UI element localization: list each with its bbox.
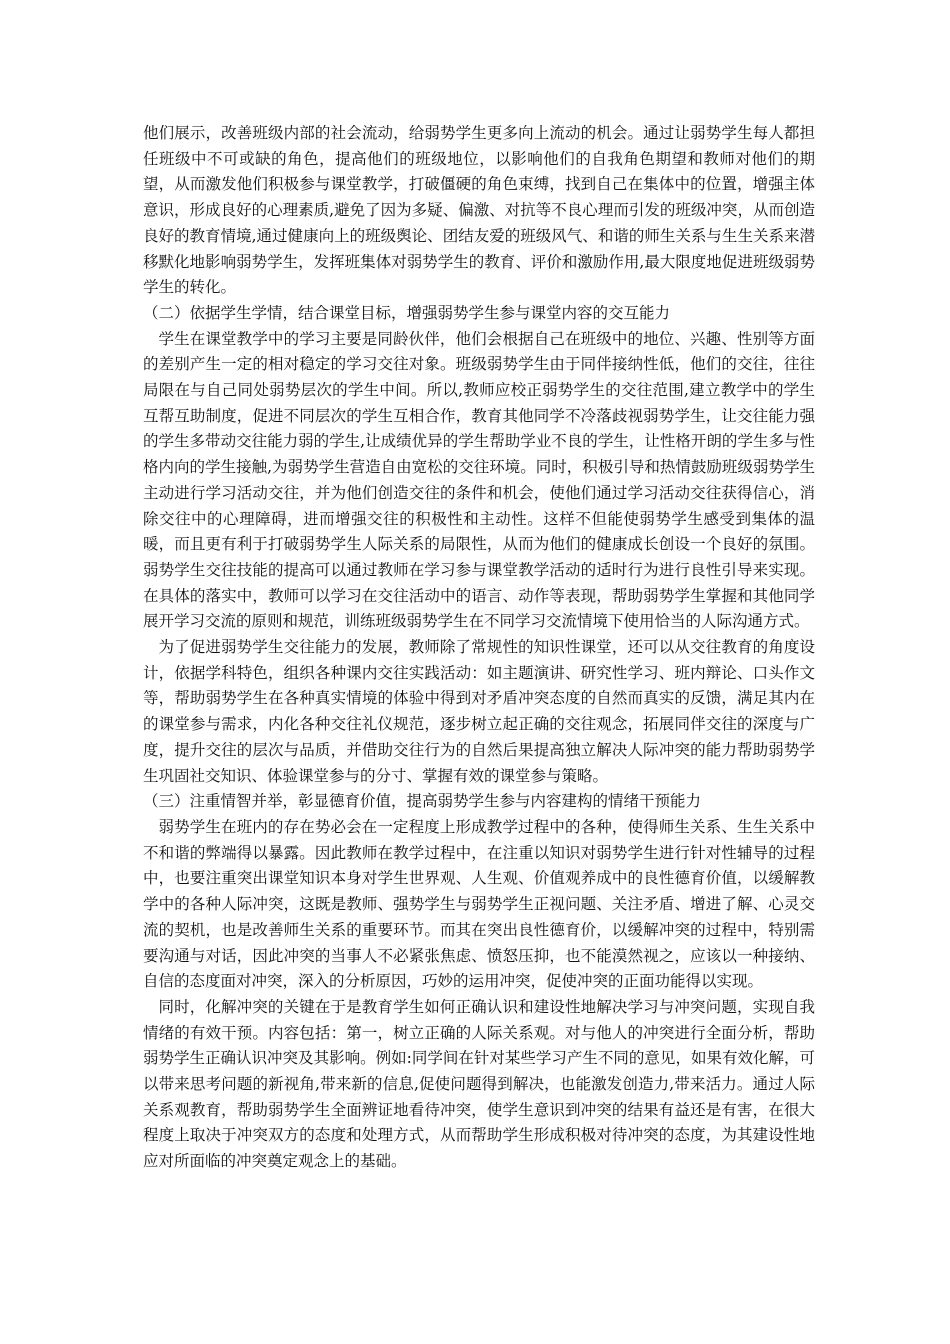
document-page (143, 121, 815, 1175)
body-paragraph: 为了促进弱势学生交往能力的发展，教师除了常规性的知识性课堂，还可以从交往教育的角度设计，依据学科特色，组织各种课内交往实践活动：如主题演讲、研究性学习、班内辩论、口头作文等，帮助弱势学生在各种真实情境的体验中得到对矛盾冲突态度的自然而真实的反馈，满足其内在的课堂参与需求，内化各种交往礼仪规范，逐步树立起正确的交往观念，拓展同伴交往的深度与广度，提升交往的层次与品质，并借助交往行为的自然后果提高独立解决人际冲突的能力帮助弱势学生巩固社交知识、体验课堂参与的分寸、掌握有效的课堂参与策略。 (143, 638, 815, 785)
body-paragraph: 弱势学生在班内的存在势必会在一定程度上形成教学过程中的各种，使得师生关系、生生关系中不和谐的弊端得以暴露。因此教师在教学过程中，在注重以知识对弱势学生进行针对性辅导的过程中，也要注重突出课堂知识本身对学生世界观、人生观、价值观养成中的良性德育价值，以缓解教学中的各种人际冲突，这既是教师、强势学生与弱势学生正视问题、关注矛盾、增进了解、心灵交流的契机，也是改善师生关系的重要环节。而其在突出良性德育价，以缓解冲突的过程中，特别需要沟通与对话，因此冲突的当事人不必紧张焦虑、愤怒压抑，也不能漠然视之，应该以一种接纳、自信的态度面对冲突，深入的分析原因，巧妙的运用冲突，促使冲突的正面功能得以实现。 (143, 817, 815, 991)
body-paragraph: 他们展示，改善班级内部的社会流动，给弱势学生更多向上流动的机会。通过让弱势学生每人都担任班级中不可或缺的角色，提高他们的班级地位，以影响他们的自我角色期望和教师对他们的期望，从而激发他们积极参与课堂教学，打破僵硬的角色束缚，找到自己在集体中的位置，增强主体意识，形成良好的心理素质,避免了因为多疑、偏激、对抗等不良心理而引发的班级冲突，从而创造良好的教育情境,通过健康向上的班级舆论、团结友爱的班级风气、和谐的师生关系与生生关系来潜移默化地影响弱势学生，发挥班集体对弱势学生的教育、评价和激励作用,最大限度地促进班级弱势学生的转化。 (143, 124, 815, 297)
section-heading: （三）注重情智并举，彰显德育价值，提高弱势学生参与内容建构的情绪干预能力 (143, 792, 702, 811)
body-paragraph: 学生在课堂教学中的学习主要是同龄伙伴，他们会根据自己在班级中的地位、兴趣、性别等方面的差别产生一定的相对稳定的学习交往对象。班级弱势学生由于同伴接纳性低，他们的交往，往往局限在与自己同处弱势层次的学生中间。所以,教师应校正弱势学生的交往范围,建立教学中的学生互帮互助制度，促进不同层次的学生互相合作，教育其他同学不冷落歧视弱势学生，让交往能力强的学生多带动交往能力弱的学生,让成绩优异的学生帮助学业不良的学生，让性格开朗的学生多与性格内向的学生接触,为弱势学生营造自由宽松的交往环境。同时，积极引导和热情鼓励班级弱势学生主动进行学习活动交往，并为他们创造交往的条件和机会，使他们通过学习活动交往获得信心，消除交往中的心理障碍，进而增强交往的积极性和主动性。这样不但能使弱势学生感受到集体的温暖，而且更有利于打破弱势学生人际关系的局限性，从而为他们的健康成长创设一个良好的氛围。弱势学生交往技能的提高可以通过教师在学习参与课堂教学活动的适时行为进行良性引导来实现。在具体的落实中，教师可以学习在交往活动中的语言、动作等表现，帮助弱势学生掌握和其他同学展开学习交流的原则和规范，训练班级弱势学生在不同学习交流情境下使用恰当的人际沟通方式。 (143, 329, 815, 631)
section-heading: （二）依据学生学情，结合课堂目标，增强弱势学生参与课堂内容的交互能力 (143, 303, 671, 322)
body-paragraph: 同时，化解冲突的关键在于是教育学生如何正确认识和建设性地解决学习与冲突问题，实现自我情绪的有效干预。内容包括：第一，树立正确的人际关系观。对与他人的冲突进行全面分析，帮助弱势学生正确认识冲突及其影响。例如:同学间在针对某些学习产生不同的意见，如果有效化解，可以带来思考问题的新视角,带来新的信息,促使问题得到解决，也能激发创造力,带来活力。通过人际关系观教育，帮助弱势学生全面辨证地看待冲突，使学生意识到冲突的结果有益还是有害，在很大程度上取决于冲突双方的态度和处理方式，从而帮助学生形成积极对待冲突的态度，为其建设性地应对所面临的冲突奠定观念上的基础。 (143, 997, 815, 1171)
